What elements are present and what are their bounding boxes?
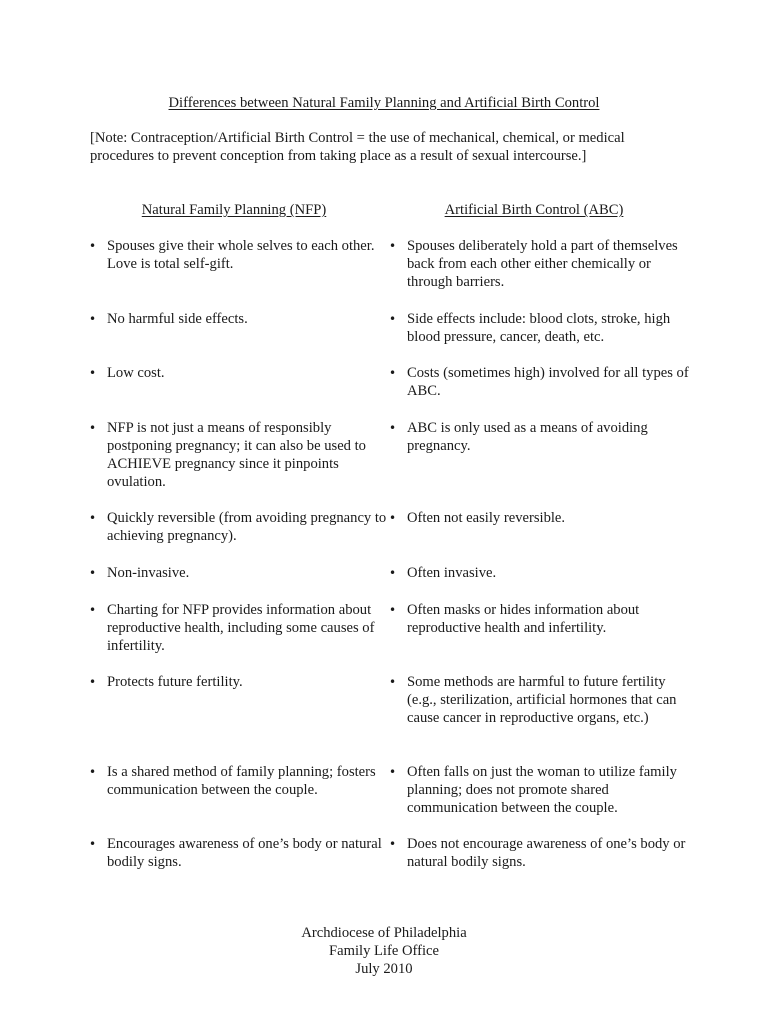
abc-point: • Spouses deliberately hold a part of themselves back from each other either chemically or through barriers. xyxy=(389,237,692,291)
nfp-point: • Non-invasive. xyxy=(89,564,387,582)
abc-point: • Does not encourage awareness of one’s body or natural bodily signs. xyxy=(389,835,692,871)
abc-point: • Often invasive. xyxy=(389,564,692,582)
nfp-point: • Low cost. xyxy=(89,364,387,382)
abc-point: • Often falls on just the woman to utilize family planning; does not promote shared communication between the couple. xyxy=(389,763,692,817)
nfp-column-heading: Natural Family Planning (NFP) xyxy=(141,202,327,218)
page-title xyxy=(0,94,768,112)
abc-column-heading: Artificial Birth Control (ABC) xyxy=(444,202,624,218)
footer-date: July 2010 xyxy=(355,961,413,977)
abc-point: • Side effects include: blood clots, stroke, high blood pressure, cancer, death, etc. xyxy=(389,310,692,346)
page-title-text: Differences between Natural Family Planning and Artificial Birth Control xyxy=(168,95,600,111)
abc-point: • Often masks or hides information about reproductive health and infertility. xyxy=(389,601,692,637)
nfp-point: • Is a shared method of family planning; fosters communication between the couple. xyxy=(89,763,387,799)
footer-organization: Archdiocese of Philadelphia xyxy=(301,925,467,941)
footer-office: Family Life Office xyxy=(329,943,439,959)
abc-point: • Costs (sometimes high) involved for all types of ABC. xyxy=(389,364,692,400)
abc-point: • Some methods are harmful to future fertility (e.g., sterilization, artificial hormones that can cause cancer in reproductive organs, etc.) xyxy=(389,673,692,727)
nfp-point: • No harmful side effects. xyxy=(89,310,387,328)
nfp-point: • Protects future fertility. xyxy=(89,673,387,691)
abc-point: • ABC is only used as a means of avoiding pregnancy. xyxy=(389,419,692,455)
nfp-point: • Spouses give their whole selves to each other. Love is total self-gift. xyxy=(89,237,387,273)
nfp-point: • NFP is not just a means of responsibly postponing pregnancy; it can also be used to ACHIEVE pregnancy since it pinpoints ovulation. xyxy=(89,419,387,491)
nfp-point: • Encourages awareness of one’s body or natural bodily signs. xyxy=(89,835,387,871)
nfp-point: • Charting for NFP provides information about reproductive health, including some causes of infertility. xyxy=(89,601,387,655)
definition-note: [Note: Contraception/Artificial Birth Control = the use of mechanical, chemical, or medical procedures to prevent conception from taking place as a result of sexual intercourse.] xyxy=(90,130,625,164)
abc-point: • Often not easily reversible. xyxy=(389,509,692,527)
nfp-point: • Quickly reversible (from avoiding pregnancy to achieving pregnancy). xyxy=(89,509,387,545)
footer xyxy=(0,924,768,978)
